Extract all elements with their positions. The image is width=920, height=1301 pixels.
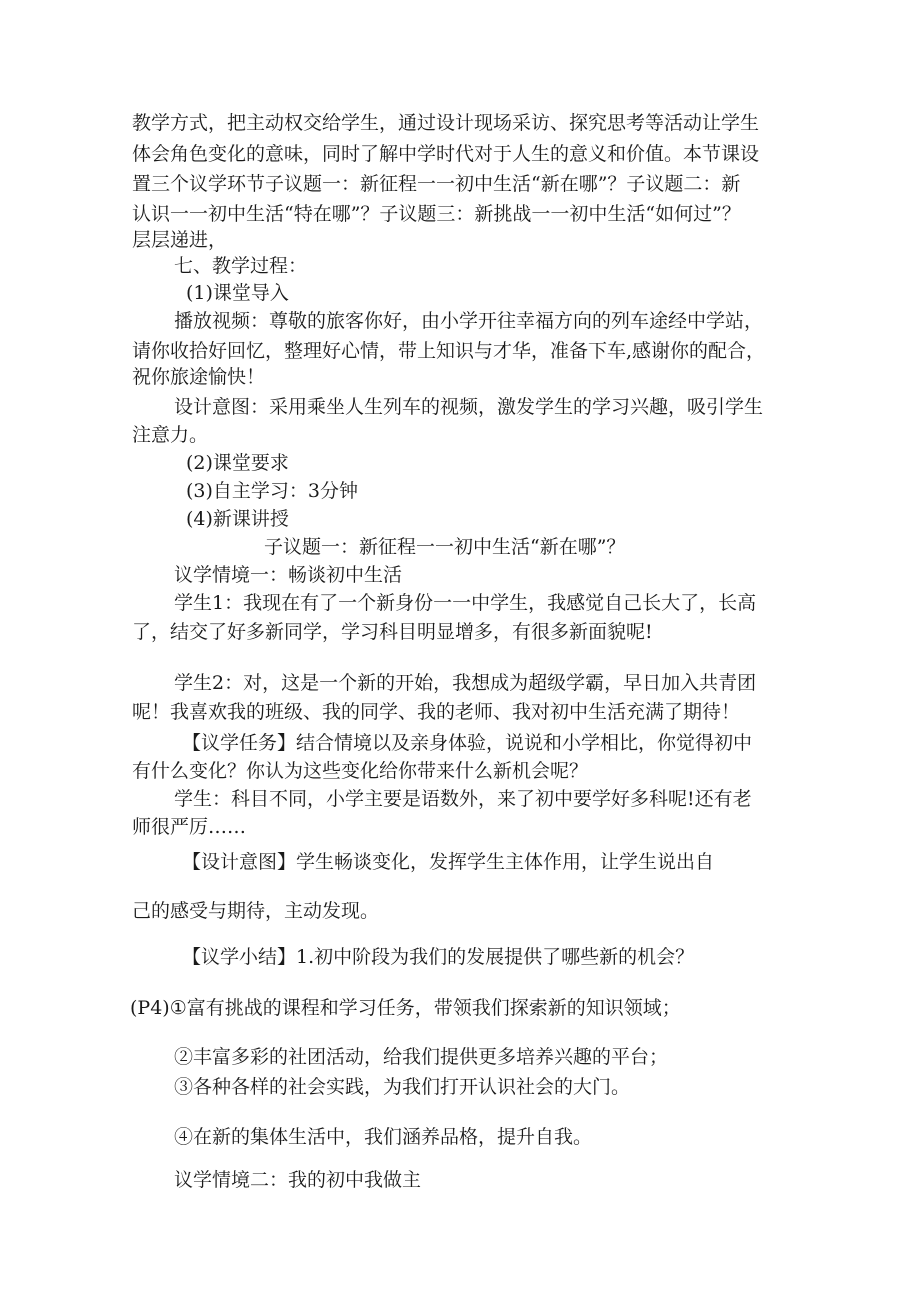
paragraph-line: 请你收拾好回忆，整理好心情，带上知识与才华，准备下车,感谢你的配合， xyxy=(132,340,766,362)
paragraph-line: 学生1：我现在有了一个新身份一一中学生，我感觉自己长大了，长高 xyxy=(174,592,757,614)
paragraph-line: 呢！我喜欢我的班级、我的同学、我的老师、我对初中生活充满了期待！ xyxy=(132,701,741,723)
subsection-heading: (3)自主学习：3分钟 xyxy=(186,480,359,502)
paragraph-line: 认识一一初中生活“特在哪”？子议题三：新挑战一一初中生活“如何过”？ xyxy=(132,203,741,225)
subsection-heading: (1)课堂导入 xyxy=(186,282,289,304)
paragraph-line: (P4)①富有挑战的课程和学习任务，带领我们探索新的知识领域； xyxy=(130,997,681,1019)
paragraph-line: 【议学任务】结合情境以及亲身体验，说说和小学相比，你觉得初中 xyxy=(182,732,753,754)
list-item: ④在新的集体生活中，我们涵养品格，提升自我。 xyxy=(174,1126,593,1148)
paragraph-line: 教学方式，把主动权交给学生，通过设计现场采访、探究思考等活动让学生 xyxy=(132,112,760,134)
list-item: ③各种各样的社会实践，为我们打开认识社会的大门。 xyxy=(174,1076,631,1098)
paragraph-line: 学生2：对，这是一个新的开始，我想成为超级学霸，早日加入共青团 xyxy=(174,672,757,694)
paragraph-line: 了，结交了好多新同学，学习科目明显增多，有很多新面貌呢! xyxy=(132,621,653,643)
paragraph-line: 祝你旅途愉快！ xyxy=(132,366,266,388)
paragraph-line: 学生：科目不同，小学主要是语数外，来了初中要学好多科呢!还有老 xyxy=(174,788,752,810)
paragraph-line: 层层递进， xyxy=(132,229,228,251)
paragraph-line: 【设计意图】学生畅谈变化，发挥学生主体作用，让学生说出自 xyxy=(182,851,715,873)
paragraph-line: 师很严厉…… xyxy=(132,816,247,838)
list-item: ②丰富多彩的社团活动，给我们提供更多培养兴趣的平台； xyxy=(174,1046,669,1068)
paragraph-line: 注意力。 xyxy=(132,424,209,446)
paragraph-line: 设计意图：采用乘坐人生列车的视频，激发学生的学习兴趣，吸引学生 xyxy=(174,396,764,418)
paragraph-line: 己的感受与期待，主动发现。 xyxy=(132,900,380,922)
scenario-heading: 议学情境二：我的初中我做主 xyxy=(174,1169,422,1191)
paragraph-line: 体会角色变化的意味，同时了解中学时代对于人生的意义和价值。本节课设 xyxy=(132,143,760,165)
paragraph-line: 播放视频：尊敬的旅客你好，由小学开往幸福方向的列车途经中学站， xyxy=(174,310,764,332)
paragraph-line: 置三个议学环节子议题一：新征程一一初中生活“新在哪”？子议题二：新 xyxy=(132,173,741,195)
scenario-heading: 议学情境一：畅谈初中生活 xyxy=(174,564,403,586)
subsection-heading: (2)课堂要求 xyxy=(186,452,289,474)
topic-heading: 子议题一：新征程一一初中生活“新在哪”？ xyxy=(264,536,626,558)
paragraph-line: 有什么变化？你认为这些变化给你带来什么新机会呢？ xyxy=(132,760,589,782)
subsection-heading: (4)新课讲授 xyxy=(186,508,289,530)
paragraph-line: 【议学小结】1.初中阶段为我们的发展提供了哪些新的机会？ xyxy=(182,946,695,968)
section-heading: 七、教学过程： xyxy=(174,255,308,277)
